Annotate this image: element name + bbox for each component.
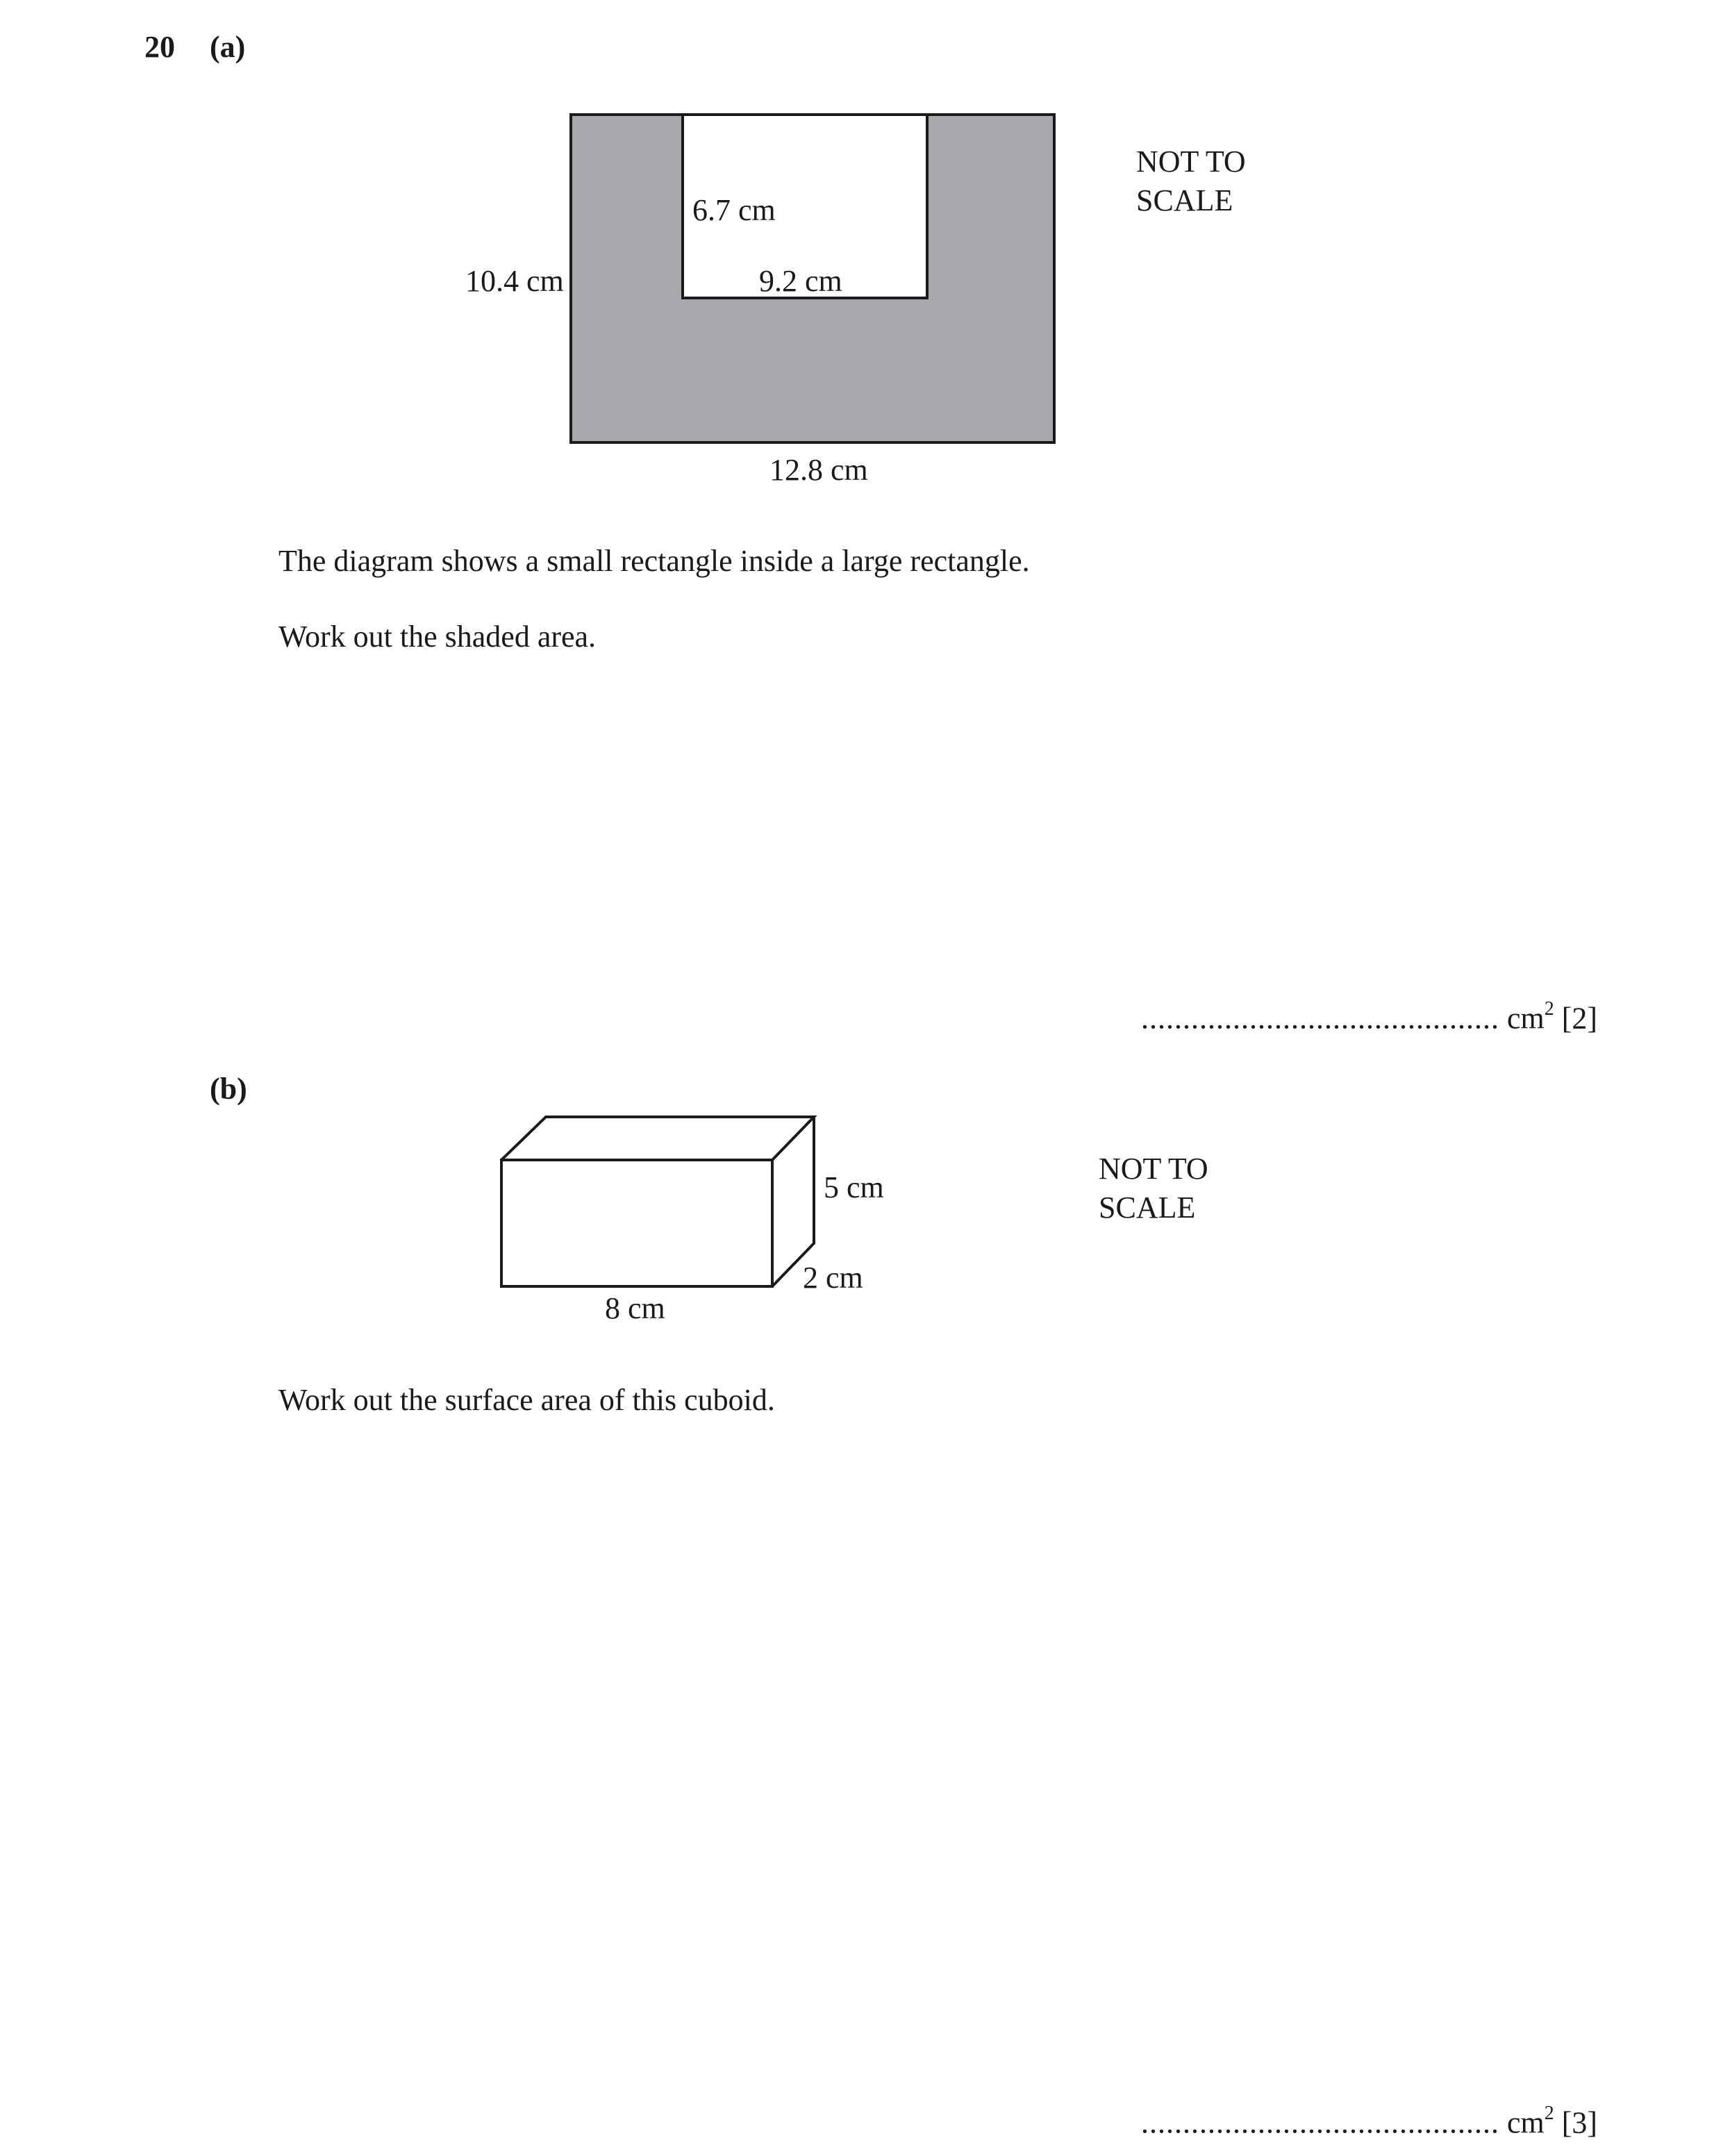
not-to-scale-b (1099, 1150, 1208, 1227)
question-number: 20 (144, 30, 175, 64)
not-to-scale-a-line1: NOT TO (1136, 144, 1246, 179)
large-width-label: 12.8 cm (769, 453, 868, 487)
part-a-statement: The diagram shows a small rectangle inside a large rectangle. (278, 544, 1030, 578)
not-to-scale-b-line1: NOT TO (1099, 1152, 1208, 1186)
cuboid-depth-label: 2 cm (803, 1261, 863, 1295)
answer-unit: cm (1507, 2105, 1545, 2140)
cuboid-height-label: 5 cm (824, 1170, 884, 1204)
part-b-instruction: Work out the surface area of this cuboid. (278, 1383, 775, 1417)
answer-marks: [2] (1561, 1001, 1598, 1036)
answer-marks: [3] (1561, 2105, 1598, 2140)
answer-dots: ........................................... (1141, 2105, 1499, 2140)
small-height-label: 6.7 cm (692, 193, 776, 227)
large-height-label: 10.4 cm (465, 264, 564, 298)
small-width-label: 9.2 cm (759, 264, 842, 298)
part-a-label: (a) (210, 30, 246, 64)
part-b-answer-line[interactable] (1141, 2103, 1598, 2140)
cuboid-length-label: 8 cm (605, 1291, 665, 1325)
part-b-label: (b) (210, 1072, 247, 1106)
answer-unit-power: 2 (1544, 2103, 1554, 2124)
cuboid-front-face (501, 1160, 772, 1286)
answer-unit-power: 2 (1544, 998, 1554, 1020)
answer-dots: ........................................... (1141, 1001, 1499, 1036)
cuboid (501, 1117, 814, 1286)
cuboid-top-face (501, 1117, 814, 1160)
part-a-instruction: Work out the shaded area. (278, 620, 597, 654)
not-to-scale-a-line2: SCALE (1136, 183, 1233, 217)
answer-unit: cm (1507, 1001, 1545, 1036)
part-a-answer-line[interactable] (1141, 998, 1598, 1036)
not-to-scale-b-line2: SCALE (1099, 1191, 1196, 1225)
not-to-scale-a (1136, 142, 1246, 220)
